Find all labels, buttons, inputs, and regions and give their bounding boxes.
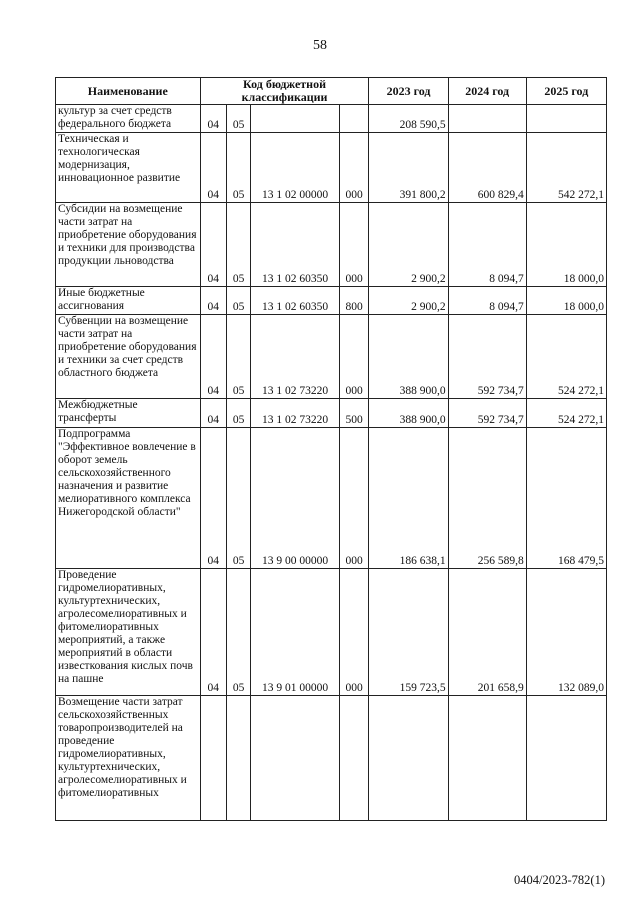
table-row [56,428,607,569]
row-2023: 159 723,5 [369,569,448,696]
row-2023: 2 900,2 [369,203,448,287]
row-section [200,696,226,821]
row-2025: 132 089,0 [526,569,606,696]
header-2023: 2023 год [369,78,448,105]
row-2025: 168 479,5 [526,428,606,569]
row-subsection: 05 [226,569,250,696]
row-section: 04 [200,105,226,133]
row-name: Субсидии на возмещение части затрат на приобретение оборудования и техники для производства продукции льноводства [56,203,201,287]
row-name: Межбюджетные трансферты [56,399,201,428]
table-row [56,133,607,203]
row-subsection: 05 [226,399,250,428]
page-number: 58 [313,38,327,53]
row-section: 04 [200,287,226,315]
row-2024: 8 094,7 [448,287,526,315]
table-row [56,569,607,696]
row-2025: 18 000,0 [526,203,606,287]
row-2025: 18 000,0 [526,287,606,315]
row-target-code: 13 1 02 60350 [251,203,340,287]
row-subsection: 05 [226,315,250,399]
row-section: 04 [200,203,226,287]
row-2025 [526,696,606,821]
row-2024: 201 658,9 [448,569,526,696]
row-2025 [526,105,606,133]
row-2023 [369,696,448,821]
row-expense-type [339,105,369,133]
row-target-code: 13 1 02 00000 [251,133,340,203]
row-2023: 391 800,2 [369,133,448,203]
row-target-code: 13 1 02 73220 [251,399,340,428]
row-target-code [251,105,340,133]
row-2025: 542 272,1 [526,133,606,203]
row-expense-type: 800 [339,287,369,315]
row-2024: 592 734,7 [448,315,526,399]
row-expense-type: 000 [339,428,369,569]
row-section: 04 [200,428,226,569]
header-name: Наименование [56,78,201,105]
row-subsection: 05 [226,105,250,133]
row-expense-type: 500 [339,399,369,428]
row-section: 04 [200,133,226,203]
row-2025: 524 272,1 [526,315,606,399]
row-name: Техническая и технологическая модернизация, инновационное развитие [56,133,201,203]
row-section: 04 [200,315,226,399]
document-code: 0404/2023-782(1) [514,873,605,887]
row-expense-type: 000 [339,315,369,399]
row-2024: 592 734,7 [448,399,526,428]
row-name: Иные бюджетные ассигнования [56,287,201,315]
table-row [56,105,607,133]
row-expense-type: 000 [339,569,369,696]
row-subsection [226,696,250,821]
row-name: Подпрограмма "Эффективное вовлечение в оборот земель сельскохозяйственного назначения и развитие мелиоративного комплекса Нижегородской области" [56,428,201,569]
header-2025: 2025 год [526,78,606,105]
row-expense-type [339,696,369,821]
row-section: 04 [200,399,226,428]
table-row [56,399,607,428]
row-subsection: 05 [226,287,250,315]
row-2024 [448,696,526,821]
table-header-row [56,78,607,105]
row-2024: 8 094,7 [448,203,526,287]
row-2023: 2 900,2 [369,287,448,315]
table-row [56,203,607,287]
row-subsection: 05 [226,203,250,287]
row-target-code: 13 9 01 00000 [251,569,340,696]
row-target-code: 13 9 00 00000 [251,428,340,569]
row-section: 04 [200,569,226,696]
table-row [56,315,607,399]
row-2024: 256 589,8 [448,428,526,569]
row-target-code [251,696,340,821]
row-name: Возмещение части затрат сельскохозяйственных товаропроизводителей на проведение гидромелиоративных, культуртехнических, агролесомелиоративных и фитомелиоративных [56,696,201,821]
header-code: Код бюджетной классификации [200,78,369,105]
row-name: Проведение гидромелиоративных, культуртехнических, агролесомелиоративных и фитомелиоративных мероприятий, а также мероприятий в области известкования кислых почв на пашне [56,569,201,696]
row-2023: 388 900,0 [369,315,448,399]
table-row [56,696,607,821]
budget-table [55,77,607,821]
row-name: культур за счет средств федерального бюджета [56,105,201,133]
row-expense-type: 000 [339,203,369,287]
row-2024: 600 829,4 [448,133,526,203]
table-row [56,287,607,315]
row-expense-type: 000 [339,133,369,203]
row-2024 [448,105,526,133]
row-2023: 388 900,0 [369,399,448,428]
row-name: Субвенции на возмещение части затрат на приобретение оборудования и техники за счет средств областного бюджета [56,315,201,399]
row-subsection: 05 [226,428,250,569]
row-target-code: 13 1 02 73220 [251,315,340,399]
row-target-code: 13 1 02 60350 [251,287,340,315]
header-2024: 2024 год [448,78,526,105]
row-2023: 208 590,5 [369,105,448,133]
row-2023: 186 638,1 [369,428,448,569]
row-subsection: 05 [226,133,250,203]
row-2025: 524 272,1 [526,399,606,428]
